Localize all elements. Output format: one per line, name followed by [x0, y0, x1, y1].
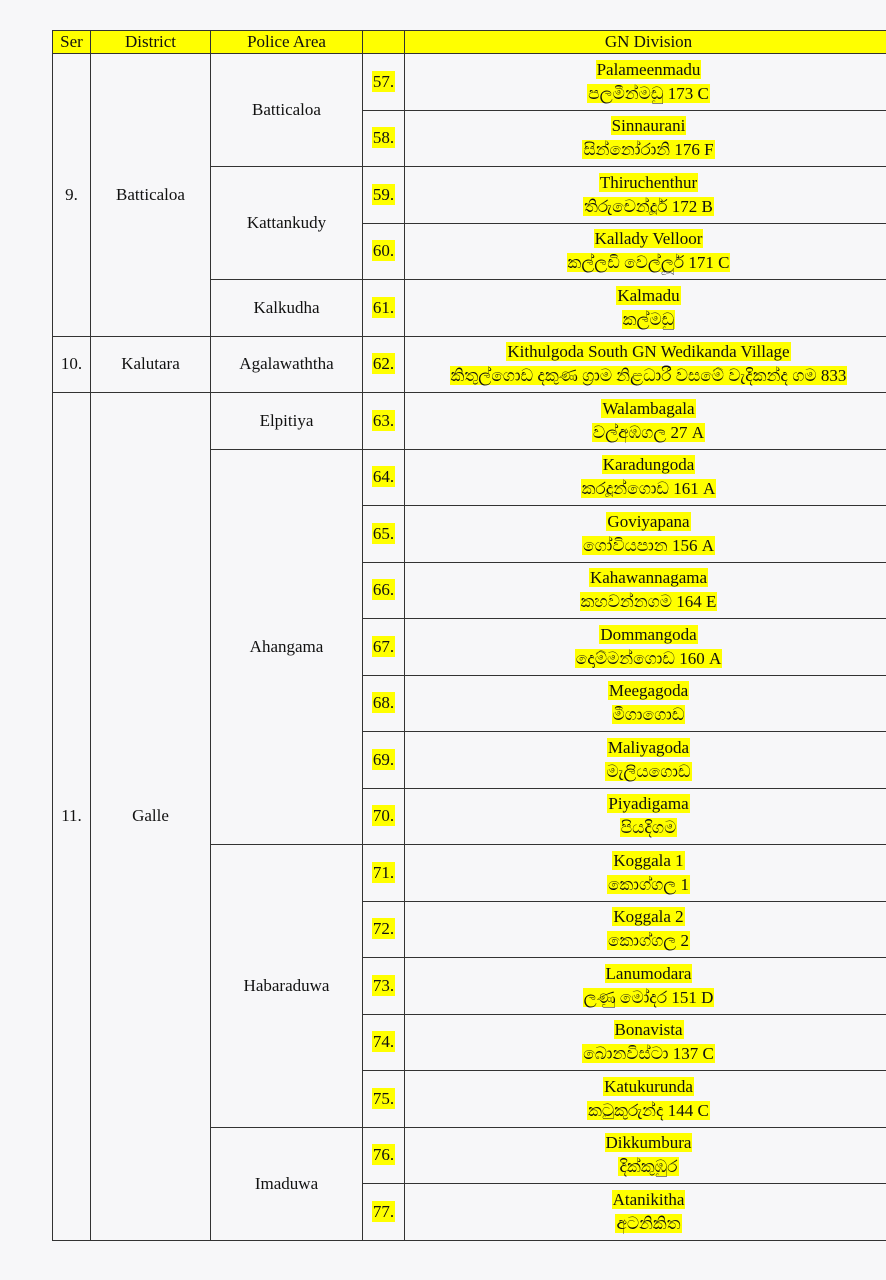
gn-name-sinhala: පියදිගම — [620, 818, 677, 838]
district-cell: Batticaloa — [91, 54, 211, 337]
item-number: 65. — [372, 523, 395, 543]
gn-name-sinhala: කිතුල්ගොඩ දකුණ ග්‍රාම නිළධාරී වසමේ වැදිකන්ද ගම 833 — [450, 366, 847, 386]
gn-division-cell — [405, 167, 886, 224]
table-row — [53, 54, 886, 111]
item-number-cell — [363, 1014, 405, 1071]
gn-name-english: Atanikitha — [612, 1189, 685, 1209]
gn-division-cell — [405, 506, 886, 563]
police-area-cell: Elpitiya — [211, 393, 363, 450]
gn-name-sinhala: දොම්මන්ගොඩ 160 A — [575, 648, 722, 668]
item-number: 75. — [372, 1088, 395, 1108]
item-number-cell — [363, 788, 405, 845]
gn-name-sinhala: මීගාගොඩ — [612, 705, 685, 725]
gn-name-sinhala: මැලියගොඩ — [606, 761, 691, 781]
gn-division-table — [52, 30, 886, 1241]
police-area-cell: Ahangama — [211, 449, 363, 845]
item-number-cell — [363, 280, 405, 337]
gn-division-cell — [405, 958, 886, 1015]
gn-division-cell — [405, 1127, 886, 1184]
header-gn-division: GN Division — [405, 31, 886, 54]
table-row — [53, 336, 886, 393]
ser-cell: 11. — [53, 393, 91, 1241]
gn-name-english: Sinnaurani — [611, 116, 686, 136]
gn-division-cell — [405, 449, 886, 506]
gn-name-english: Goviyapana — [607, 511, 690, 531]
gn-name-sinhala: කල්ලඩි වෙල්ලූර් 171 C — [567, 253, 730, 273]
item-number-cell — [363, 506, 405, 563]
gn-name-english: Palameenmadu — [596, 59, 701, 79]
gn-name-sinhala: කරදූන්ගොඩ 161 A — [581, 479, 716, 499]
item-number-cell — [363, 901, 405, 958]
item-number: 70. — [372, 806, 395, 826]
gn-name-sinhala: සින්නෝරානි 176 F — [583, 140, 714, 160]
gn-name-english: Meegagoda — [608, 681, 689, 701]
gn-name-english: Bonavista — [614, 1020, 683, 1040]
item-number-cell — [363, 54, 405, 111]
header-ser: Ser — [53, 31, 91, 54]
police-area-cell: Agalawaththa — [211, 336, 363, 393]
header-no — [363, 31, 405, 54]
gn-name-sinhala: බොනවිස්ටා 137 C — [583, 1044, 714, 1064]
header-row — [53, 31, 886, 54]
item-number: 57. — [372, 71, 395, 91]
gn-division-cell — [405, 336, 886, 393]
ser-cell: 9. — [53, 54, 91, 337]
gn-name-sinhala: තිරුචෙන්දූර් 172 B — [584, 196, 713, 216]
item-number-cell — [363, 110, 405, 167]
gn-name-english: Katukurunda — [604, 1076, 693, 1096]
item-number-cell — [363, 958, 405, 1015]
item-number-cell — [363, 619, 405, 676]
gn-name-english: Maliyagoda — [607, 737, 690, 757]
item-number: 67. — [372, 636, 395, 656]
police-area-cell: Habaraduwa — [211, 845, 363, 1128]
item-number-cell — [363, 1184, 405, 1241]
item-number: 69. — [372, 749, 395, 769]
police-area-cell: Batticaloa — [211, 54, 363, 167]
item-number: 58. — [372, 128, 395, 148]
gn-division-cell — [405, 393, 886, 450]
gn-name-sinhala: වල්අඹගල 27 A — [592, 422, 705, 442]
gn-division-cell — [405, 54, 886, 111]
police-area-cell: Kalkudha — [211, 280, 363, 337]
ser-cell: 10. — [53, 336, 91, 393]
gn-division-cell — [405, 1071, 886, 1128]
gn-name-english: Kalmadu — [617, 285, 680, 305]
item-number-cell — [363, 393, 405, 450]
gn-name-sinhala: කොග්ගල 2 — [607, 931, 689, 951]
header-district: District — [91, 31, 211, 54]
item-number-cell — [363, 1127, 405, 1184]
item-number: 61. — [372, 297, 395, 317]
item-number: 59. — [372, 184, 395, 204]
gn-division-cell — [405, 280, 886, 337]
gn-name-english: Kahawannagama — [589, 568, 708, 588]
gn-division-cell — [405, 223, 886, 280]
gn-division-cell — [405, 562, 886, 619]
item-number: 63. — [372, 410, 395, 430]
district-cell: Galle — [91, 393, 211, 1241]
item-number-cell — [363, 845, 405, 902]
gn-division-cell — [405, 675, 886, 732]
item-number-cell — [363, 1071, 405, 1128]
gn-name-english: Kallady Velloor — [594, 229, 703, 249]
item-number-cell — [363, 223, 405, 280]
item-number: 62. — [372, 354, 395, 374]
gn-division-cell — [405, 732, 886, 789]
police-area-cell: Imaduwa — [211, 1127, 363, 1240]
gn-name-sinhala: කල්මඩු — [622, 309, 675, 329]
gn-name-english: Koggala 1 — [613, 850, 684, 870]
item-number: 68. — [372, 693, 395, 713]
item-number: 77. — [372, 1201, 395, 1221]
item-number-cell — [363, 449, 405, 506]
item-number: 71. — [372, 862, 395, 882]
gn-name-english: Piyadigama — [608, 794, 689, 814]
gn-division-cell — [405, 901, 886, 958]
item-number: 76. — [372, 1145, 395, 1165]
item-number: 64. — [372, 467, 395, 487]
gn-name-sinhala: කොග්ගල 1 — [607, 874, 689, 894]
item-number-cell — [363, 336, 405, 393]
gn-name-sinhala: පලමීන්මඩු 173 C — [588, 83, 709, 103]
gn-name-sinhala: ලණු මෝදර 151 D — [583, 987, 714, 1007]
gn-division-cell — [405, 1014, 886, 1071]
gn-division-cell — [405, 845, 886, 902]
gn-division-cell — [405, 110, 886, 167]
gn-name-english: Walambagala — [602, 398, 695, 418]
gn-name-english: Koggala 2 — [613, 907, 684, 927]
item-number-cell — [363, 562, 405, 619]
item-number: 60. — [372, 241, 395, 261]
gn-name-english: Dommangoda — [600, 624, 697, 644]
gn-name-english: Kithulgoda South GN Wedikanda Village — [507, 342, 790, 362]
police-area-cell: Kattankudy — [211, 167, 363, 280]
gn-name-sinhala: කටුකුරුන්ද 144 C — [588, 1100, 709, 1120]
item-number: 66. — [372, 580, 395, 600]
gn-name-english: Karadungoda — [602, 455, 695, 475]
item-number: 74. — [372, 1032, 395, 1052]
item-number-cell — [363, 732, 405, 789]
gn-name-english: Lanumodara — [605, 963, 692, 983]
gn-division-cell — [405, 619, 886, 676]
item-number-cell — [363, 167, 405, 224]
item-number: 72. — [372, 919, 395, 939]
gn-division-cell — [405, 788, 886, 845]
gn-name-sinhala: කහවන්නගම 164 E — [580, 592, 717, 612]
gn-name-sinhala: දික්කුඹුර — [619, 1157, 678, 1177]
district-cell: Kalutara — [91, 336, 211, 393]
gn-name-english: Dikkumbura — [605, 1133, 692, 1153]
table-row — [53, 393, 886, 450]
gn-name-sinhala: ගෝවියපාන 156 A — [583, 535, 714, 555]
gn-division-cell — [405, 1184, 886, 1241]
gn-name-sinhala: අටනිකිත — [616, 1213, 681, 1233]
item-number-cell — [363, 675, 405, 732]
header-police-area: Police Area — [211, 31, 363, 54]
item-number: 73. — [372, 975, 395, 995]
gn-name-english: Thiruchenthur — [599, 172, 698, 192]
